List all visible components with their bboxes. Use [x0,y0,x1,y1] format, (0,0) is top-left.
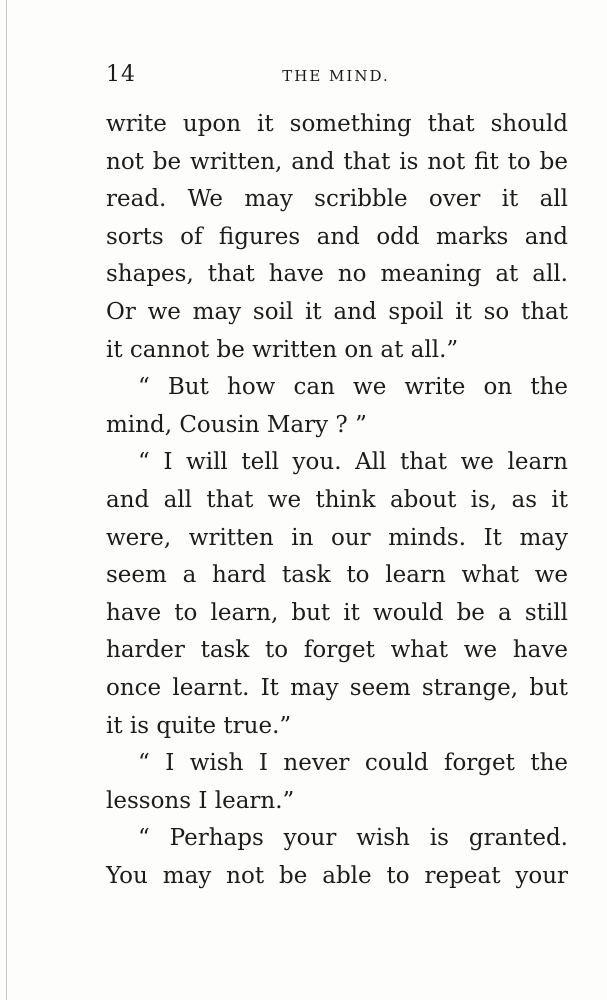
page-edge [6,0,7,1000]
text-line: and all that we think about is, as it [106,486,568,513]
text-line: lessons I learn.” [106,787,295,814]
text-line: not be written, and that is not fit to be [106,148,568,175]
text-line: have to learn, but it would be a still [106,599,568,626]
text-line: it is quite true.” [106,712,292,739]
text-line: were, written in our minds. It may [106,524,568,551]
text-line: sorts of figures and odd marks and [106,223,568,250]
page-header [106,62,566,92]
text-line: “ I will tell you. All that we learn [138,449,568,476]
running-title: THE MIND. [282,67,390,85]
text-line: “ I wish I never could forget the [138,750,568,777]
text-line: shapes, that have no meaning at all. [106,261,568,288]
text-line: once learnt. It may seem strange, but [106,674,568,701]
text-line: “ But how can we write on the [138,374,568,401]
page-number: 14 [106,62,136,87]
text-line: mind, Cousin Mary ? ” [106,411,367,438]
text-line: You may not be able to repeat your [106,862,568,889]
text-line: write upon it something that should [106,111,568,137]
text-line: “ Perhaps your wish is granted. [138,825,568,852]
text-line: read. We may scribble over it all [106,186,568,213]
text-line: it cannot be written on at all.” [106,336,459,363]
text-line: seem a hard task to learn what we [106,562,568,589]
text-line: Or we may soil it and spoil it so that [106,298,568,325]
text-line: harder task to forget what we have [106,637,568,664]
body-text [106,106,568,895]
